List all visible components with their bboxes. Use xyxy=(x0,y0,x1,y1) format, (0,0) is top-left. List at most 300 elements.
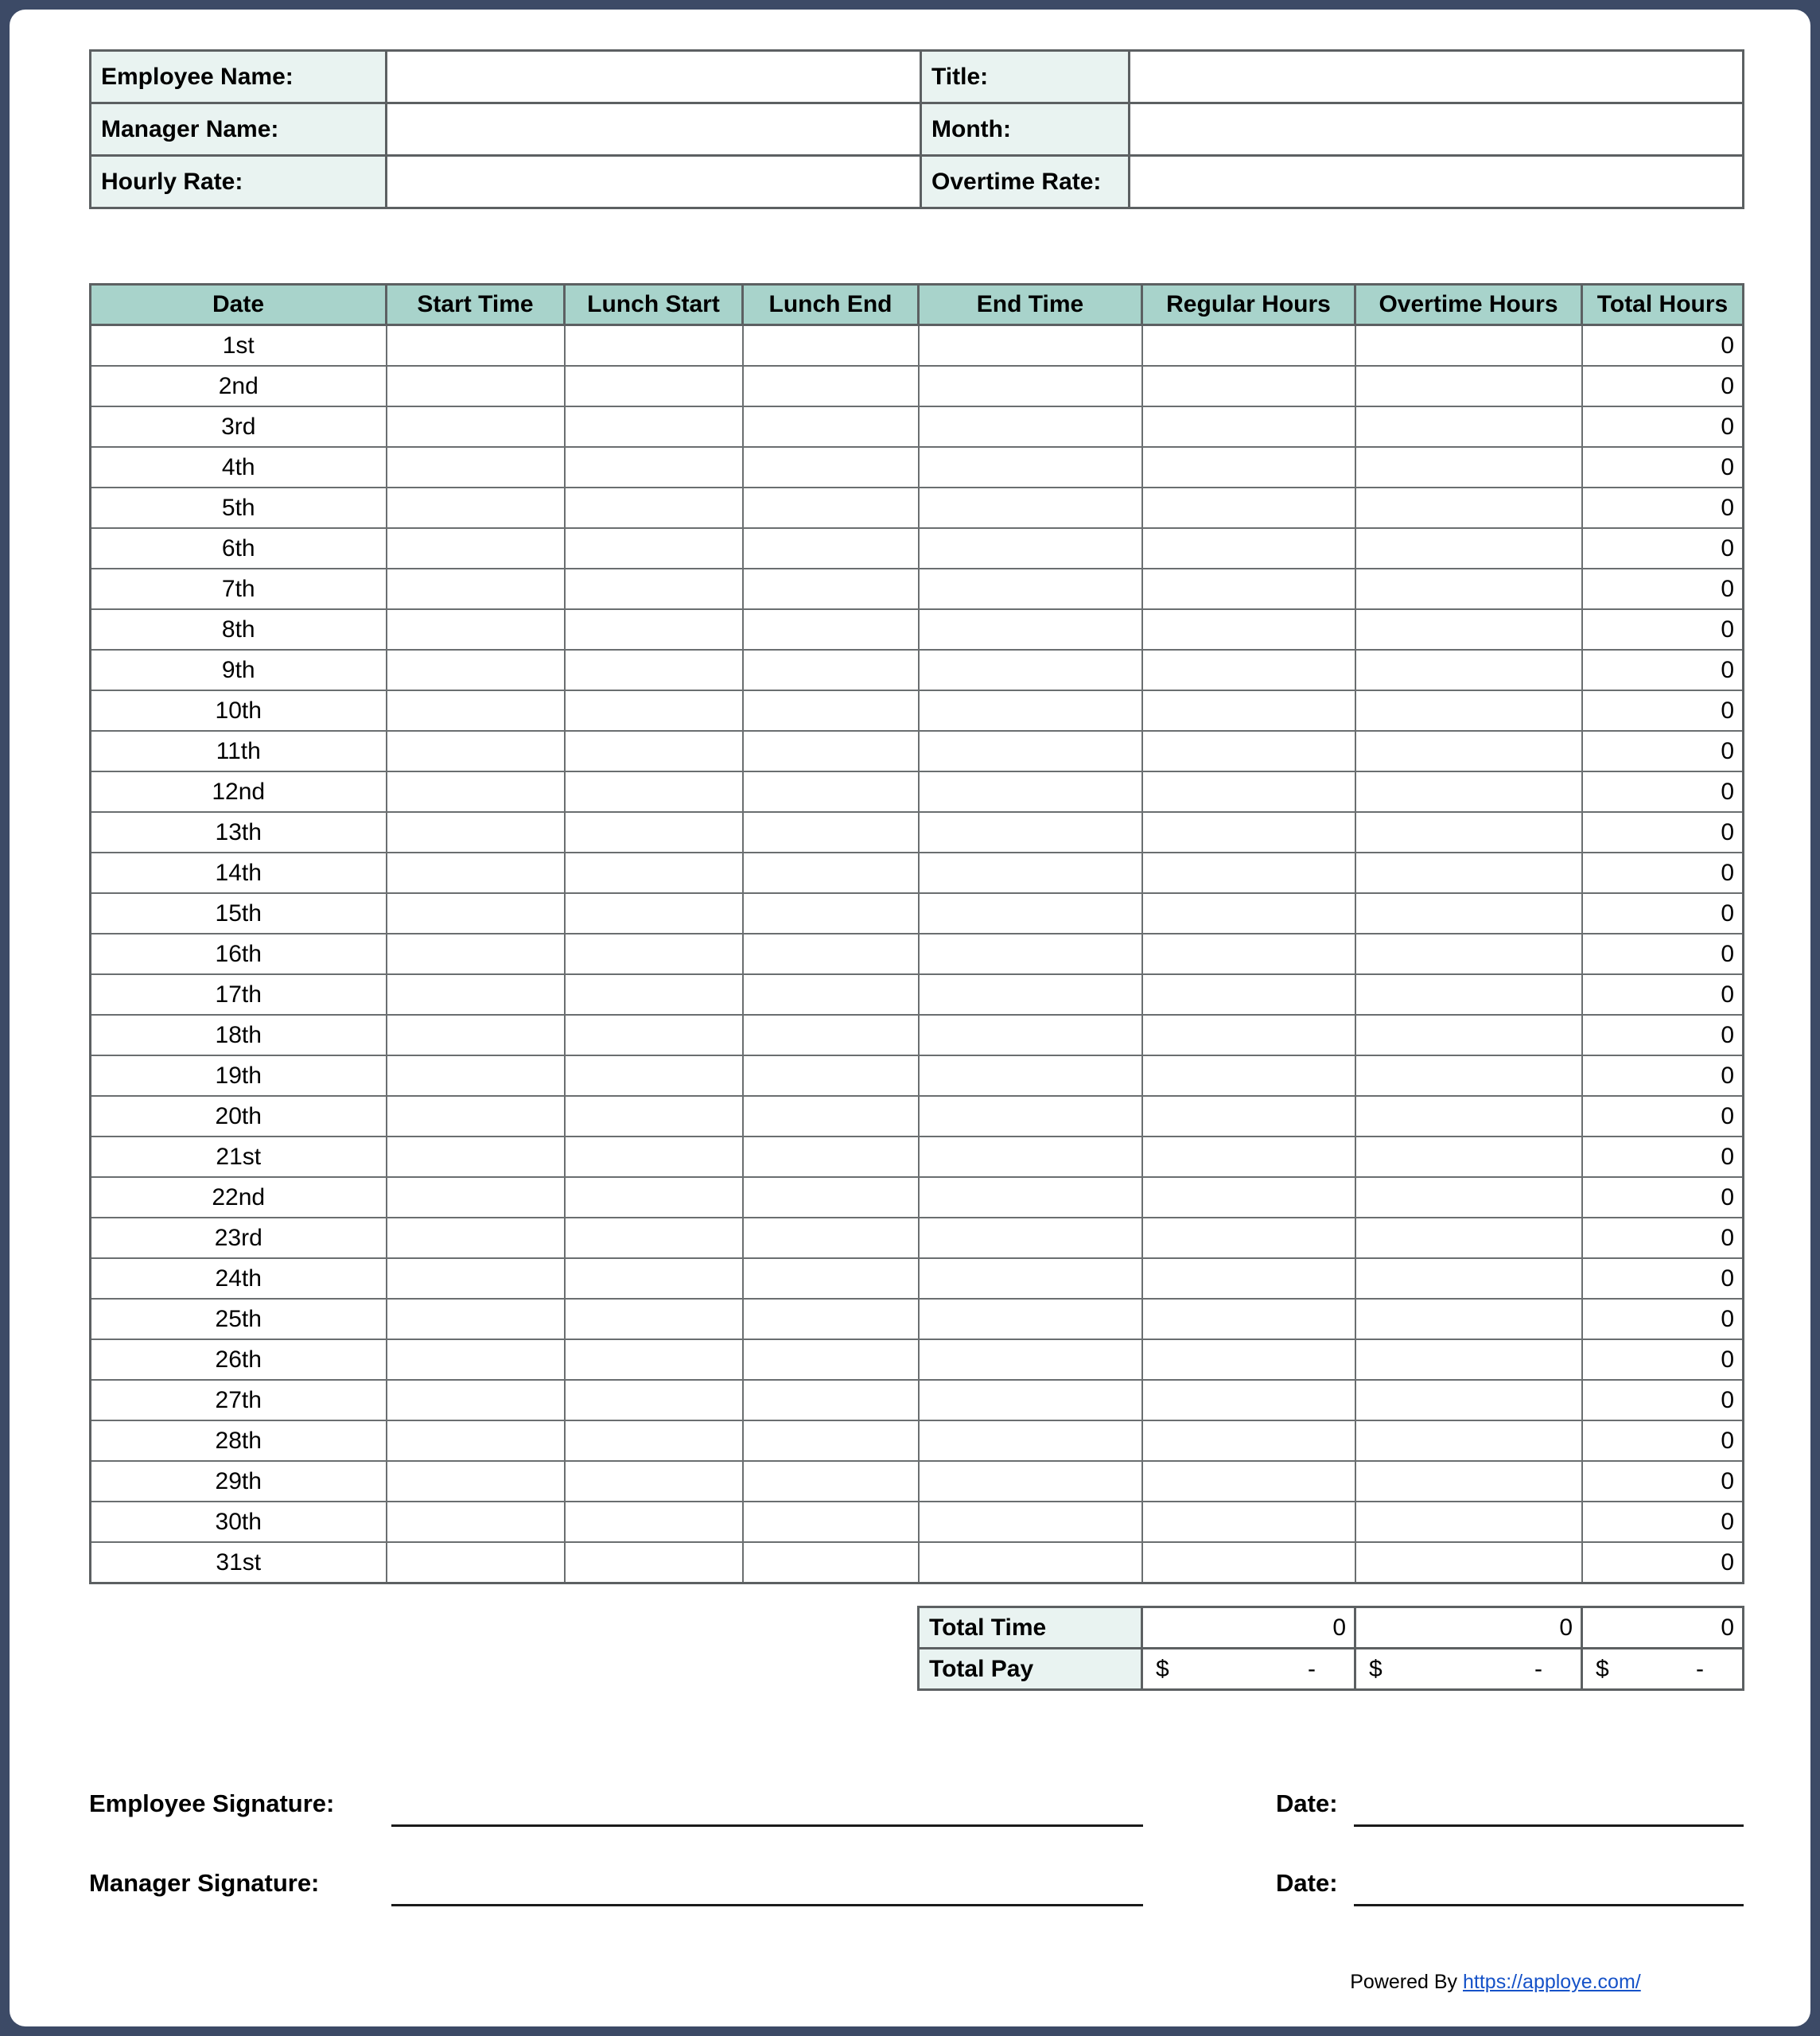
lunch-end-entry-cell[interactable] xyxy=(743,1380,919,1420)
lunch-start-entry-cell[interactable] xyxy=(565,853,743,893)
timesheet-row xyxy=(91,1137,1744,1177)
start-time-entry-cell[interactable] xyxy=(387,1015,565,1055)
overtime-hours-entry-cell[interactable] xyxy=(1355,812,1582,853)
regular-hours-entry-cell[interactable] xyxy=(1142,974,1355,1015)
timesheet-row xyxy=(91,609,1744,650)
timesheet-row xyxy=(91,528,1744,569)
overtime-hours-entry-cell[interactable] xyxy=(1355,1380,1582,1420)
col-header-lunch-start: Lunch Start xyxy=(565,285,743,325)
info-value-field[interactable] xyxy=(1130,51,1744,103)
end-time-entry-cell[interactable] xyxy=(919,1137,1142,1177)
total-hours-cell: 0 xyxy=(1582,1339,1744,1380)
total-hours-cell: 0 xyxy=(1582,1055,1744,1096)
regular-hours-entry-cell[interactable] xyxy=(1142,488,1355,528)
overtime-hours-entry-cell[interactable] xyxy=(1355,1015,1582,1055)
lunch-start-entry-cell[interactable] xyxy=(565,650,743,690)
timesheet-row xyxy=(91,1299,1744,1339)
lunch-end-entry-cell[interactable] xyxy=(743,1096,919,1137)
start-time-entry-cell[interactable] xyxy=(387,366,565,406)
start-time-entry-cell[interactable] xyxy=(387,406,565,447)
employee-signature-line[interactable] xyxy=(391,1824,1143,1827)
end-time-entry-cell[interactable] xyxy=(919,812,1142,853)
regular-hours-entry-cell[interactable] xyxy=(1142,1542,1355,1583)
lunch-start-entry-cell[interactable] xyxy=(565,1137,743,1177)
lunch-end-entry-cell[interactable] xyxy=(743,974,919,1015)
lunch-start-entry-cell[interactable] xyxy=(565,1461,743,1502)
lunch-start-entry-cell[interactable] xyxy=(565,1542,743,1583)
currency-symbol: $ xyxy=(1369,1655,1382,1682)
lunch-start-entry-cell[interactable] xyxy=(565,771,743,812)
timesheet-row xyxy=(91,569,1744,609)
overtime-hours-entry-cell[interactable] xyxy=(1355,609,1582,650)
date-cell: 12nd xyxy=(91,771,387,812)
timesheet-row xyxy=(91,1055,1744,1096)
overtime-hours-entry-cell[interactable] xyxy=(1355,1299,1582,1339)
total-hours-cell: 0 xyxy=(1582,1542,1744,1583)
info-row xyxy=(91,51,1744,103)
date-cell: 18th xyxy=(91,1015,387,1055)
pay-amount: - xyxy=(1534,1655,1542,1682)
date-cell: 23rd xyxy=(91,1218,387,1258)
regular-hours-entry-cell[interactable] xyxy=(1142,447,1355,488)
end-time-entry-cell[interactable] xyxy=(919,569,1142,609)
start-time-entry-cell[interactable] xyxy=(387,771,565,812)
date-cell: 9th xyxy=(91,650,387,690)
total-hours-cell: 0 xyxy=(1582,488,1744,528)
date-cell: 28th xyxy=(91,1420,387,1461)
lunch-end-entry-cell[interactable] xyxy=(743,893,919,934)
lunch-end-entry-cell[interactable] xyxy=(743,406,919,447)
end-time-entry-cell[interactable] xyxy=(919,1502,1142,1542)
overtime-hours-entry-cell[interactable] xyxy=(1355,690,1582,731)
end-time-entry-cell[interactable] xyxy=(919,853,1142,893)
total-pay-regular-cell xyxy=(1142,1649,1355,1690)
overtime-hours-entry-cell[interactable] xyxy=(1355,1258,1582,1299)
end-time-entry-cell[interactable] xyxy=(919,609,1142,650)
regular-hours-entry-cell[interactable] xyxy=(1142,690,1355,731)
lunch-start-entry-cell[interactable] xyxy=(565,447,743,488)
lunch-start-entry-cell[interactable] xyxy=(565,1096,743,1137)
info-value-field[interactable] xyxy=(1130,103,1744,156)
timesheet-row xyxy=(91,406,1744,447)
regular-hours-entry-cell[interactable] xyxy=(1142,406,1355,447)
regular-hours-entry-cell[interactable] xyxy=(1142,1339,1355,1380)
total-hours-cell: 0 xyxy=(1582,366,1744,406)
col-header-total-hours: Total Hours xyxy=(1582,285,1744,325)
total-hours-cell: 0 xyxy=(1582,812,1744,853)
regular-hours-entry-cell[interactable] xyxy=(1142,812,1355,853)
lunch-end-entry-cell[interactable] xyxy=(743,731,919,771)
regular-hours-entry-cell[interactable] xyxy=(1142,853,1355,893)
total-time-label: Total Time xyxy=(919,1607,1142,1649)
lunch-end-entry-cell[interactable] xyxy=(743,1137,919,1177)
lunch-end-entry-cell[interactable] xyxy=(743,1258,919,1299)
total-hours-cell: 0 xyxy=(1582,650,1744,690)
lunch-end-entry-cell[interactable] xyxy=(743,1015,919,1055)
start-time-entry-cell[interactable] xyxy=(387,1218,565,1258)
start-time-entry-cell[interactable] xyxy=(387,447,565,488)
col-header-start-time: Start Time xyxy=(387,285,565,325)
date-cell: 21st xyxy=(91,1137,387,1177)
regular-hours-entry-cell[interactable] xyxy=(1142,771,1355,812)
lunch-end-entry-cell[interactable] xyxy=(743,366,919,406)
end-time-entry-cell[interactable] xyxy=(919,1339,1142,1380)
overtime-hours-entry-cell[interactable] xyxy=(1355,569,1582,609)
lunch-start-entry-cell[interactable] xyxy=(565,1055,743,1096)
overtime-hours-entry-cell[interactable] xyxy=(1355,1055,1582,1096)
regular-hours-entry-cell[interactable] xyxy=(1142,893,1355,934)
timesheet-row xyxy=(91,366,1744,406)
timesheet-row xyxy=(91,447,1744,488)
overtime-hours-entry-cell[interactable] xyxy=(1355,974,1582,1015)
date-cell: 29th xyxy=(91,1461,387,1502)
end-time-entry-cell[interactable] xyxy=(919,366,1142,406)
overtime-hours-entry-cell[interactable] xyxy=(1355,1542,1582,1583)
lunch-end-entry-cell[interactable] xyxy=(743,771,919,812)
total-hours-cell: 0 xyxy=(1582,1258,1744,1299)
end-time-entry-cell[interactable] xyxy=(919,1258,1142,1299)
total-hours-cell: 0 xyxy=(1582,853,1744,893)
total-pay-label: Total Pay xyxy=(919,1649,1142,1690)
regular-hours-entry-cell[interactable] xyxy=(1142,1258,1355,1299)
end-time-entry-cell[interactable] xyxy=(919,406,1142,447)
timesheet-row xyxy=(91,853,1744,893)
lunch-start-entry-cell[interactable] xyxy=(565,1420,743,1461)
lunch-start-entry-cell[interactable] xyxy=(565,812,743,853)
start-time-entry-cell[interactable] xyxy=(387,1299,565,1339)
start-time-entry-cell[interactable] xyxy=(387,1258,565,1299)
col-header-end-time: End Time xyxy=(919,285,1142,325)
pay-amount: - xyxy=(1308,1655,1316,1682)
total-hours-cell: 0 xyxy=(1582,1299,1744,1339)
timesheet-header-row xyxy=(91,285,1744,325)
total-pay-row xyxy=(919,1649,1744,1690)
date-cell: 26th xyxy=(91,1339,387,1380)
lunch-start-entry-cell[interactable] xyxy=(565,609,743,650)
manager-signature-line[interactable] xyxy=(391,1904,1143,1906)
start-time-entry-cell[interactable] xyxy=(387,853,565,893)
timesheet-row xyxy=(91,1015,1744,1055)
info-row xyxy=(91,103,1744,156)
employee-signature-label: Employee Signature: xyxy=(89,1789,335,1817)
lunch-start-entry-cell[interactable] xyxy=(565,528,743,569)
regular-hours-entry-cell[interactable] xyxy=(1142,1420,1355,1461)
lunch-start-entry-cell[interactable] xyxy=(565,934,743,974)
overtime-hours-entry-cell[interactable] xyxy=(1355,1339,1582,1380)
total-hours-cell: 0 xyxy=(1582,447,1744,488)
timesheet-row xyxy=(91,1177,1744,1218)
total-hours-cell: 0 xyxy=(1582,406,1744,447)
timesheet-row xyxy=(91,1380,1744,1420)
regular-hours-entry-cell[interactable] xyxy=(1142,934,1355,974)
timesheet-row xyxy=(91,650,1744,690)
overtime-hours-entry-cell[interactable] xyxy=(1355,771,1582,812)
end-time-entry-cell[interactable] xyxy=(919,1420,1142,1461)
regular-hours-entry-cell[interactable] xyxy=(1142,1299,1355,1339)
lunch-end-entry-cell[interactable] xyxy=(743,690,919,731)
regular-hours-entry-cell[interactable] xyxy=(1142,1502,1355,1542)
end-time-entry-cell[interactable] xyxy=(919,1055,1142,1096)
date-cell: 15th xyxy=(91,893,387,934)
start-time-entry-cell[interactable] xyxy=(387,1137,565,1177)
total-hours-cell: 0 xyxy=(1582,325,1744,367)
total-hours-cell: 0 xyxy=(1582,771,1744,812)
end-time-entry-cell[interactable] xyxy=(919,1177,1142,1218)
info-label: Employee Name: xyxy=(91,51,387,103)
total-hours-cell: 0 xyxy=(1582,569,1744,609)
lunch-end-entry-cell[interactable] xyxy=(743,1218,919,1258)
start-time-entry-cell[interactable] xyxy=(387,690,565,731)
lunch-end-entry-cell[interactable] xyxy=(743,934,919,974)
timesheet-row xyxy=(91,771,1744,812)
date-cell: 7th xyxy=(91,569,387,609)
date-cell: 22nd xyxy=(91,1177,387,1218)
lunch-start-entry-cell[interactable] xyxy=(565,1218,743,1258)
end-time-entry-cell[interactable] xyxy=(919,1380,1142,1420)
date-cell: 4th xyxy=(91,447,387,488)
info-label: Hourly Rate: xyxy=(91,156,387,208)
regular-hours-entry-cell[interactable] xyxy=(1142,650,1355,690)
timesheet-row xyxy=(91,1096,1744,1137)
start-time-entry-cell[interactable] xyxy=(387,934,565,974)
total-hours-cell: 0 xyxy=(1582,1461,1744,1502)
lunch-start-entry-cell[interactable] xyxy=(565,1177,743,1218)
end-time-entry-cell[interactable] xyxy=(919,650,1142,690)
lunch-start-entry-cell[interactable] xyxy=(565,1015,743,1055)
employee-date-line[interactable] xyxy=(1354,1824,1744,1827)
lunch-start-entry-cell[interactable] xyxy=(565,1258,743,1299)
regular-hours-entry-cell[interactable] xyxy=(1142,1177,1355,1218)
lunch-start-entry-cell[interactable] xyxy=(565,1502,743,1542)
employee-date-label: Date: xyxy=(1276,1789,1338,1817)
total-hours-cell: 0 xyxy=(1582,1177,1744,1218)
total-hours-cell: 0 xyxy=(1582,609,1744,650)
lunch-start-entry-cell[interactable] xyxy=(565,488,743,528)
overtime-hours-entry-cell[interactable] xyxy=(1355,731,1582,771)
start-time-entry-cell[interactable] xyxy=(387,569,565,609)
col-header-overtime-hours: Overtime Hours xyxy=(1355,285,1582,325)
overtime-hours-entry-cell[interactable] xyxy=(1355,528,1582,569)
start-time-entry-cell[interactable] xyxy=(387,1096,565,1137)
overtime-hours-entry-cell[interactable] xyxy=(1355,488,1582,528)
lunch-end-entry-cell[interactable] xyxy=(743,1177,919,1218)
footer-powered-by xyxy=(1249,1971,1742,1994)
lunch-start-entry-cell[interactable] xyxy=(565,406,743,447)
lunch-start-entry-cell[interactable] xyxy=(565,366,743,406)
overtime-hours-entry-cell[interactable] xyxy=(1355,853,1582,893)
overtime-hours-entry-cell[interactable] xyxy=(1355,1502,1582,1542)
lunch-start-entry-cell[interactable] xyxy=(565,569,743,609)
overtime-hours-entry-cell[interactable] xyxy=(1355,1461,1582,1502)
start-time-entry-cell[interactable] xyxy=(387,1420,565,1461)
manager-date-label: Date: xyxy=(1276,1869,1338,1897)
timesheet-page xyxy=(10,10,1810,2026)
lunch-end-entry-cell[interactable] xyxy=(743,1502,919,1542)
lunch-end-entry-cell[interactable] xyxy=(743,1461,919,1502)
info-value-field[interactable] xyxy=(387,156,921,208)
manager-date-line[interactable] xyxy=(1354,1904,1744,1906)
end-time-entry-cell[interactable] xyxy=(919,1542,1142,1583)
total-hours-cell: 0 xyxy=(1582,731,1744,771)
lunch-start-entry-cell[interactable] xyxy=(565,731,743,771)
end-time-entry-cell[interactable] xyxy=(919,934,1142,974)
timesheet-row xyxy=(91,1420,1744,1461)
total-hours-cell: 0 xyxy=(1582,893,1744,934)
end-time-entry-cell[interactable] xyxy=(919,1015,1142,1055)
end-time-entry-cell[interactable] xyxy=(919,974,1142,1015)
powered-by-text: Powered By xyxy=(1350,1971,1458,1993)
regular-hours-entry-cell[interactable] xyxy=(1142,1055,1355,1096)
lunch-end-entry-cell[interactable] xyxy=(743,1299,919,1339)
timesheet-row xyxy=(91,934,1744,974)
total-hours-cell: 0 xyxy=(1582,934,1744,974)
regular-hours-entry-cell[interactable] xyxy=(1142,609,1355,650)
date-cell: 8th xyxy=(91,609,387,650)
lunch-end-entry-cell[interactable] xyxy=(743,1420,919,1461)
end-time-entry-cell[interactable] xyxy=(919,893,1142,934)
date-cell: 2nd xyxy=(91,366,387,406)
start-time-entry-cell[interactable] xyxy=(387,1339,565,1380)
lunch-end-entry-cell[interactable] xyxy=(743,528,919,569)
total-regular-hours-value: 0 xyxy=(1142,1607,1355,1649)
lunch-end-entry-cell[interactable] xyxy=(743,569,919,609)
timesheet-row xyxy=(91,1339,1744,1380)
lunch-end-entry-cell[interactable] xyxy=(743,650,919,690)
end-time-entry-cell[interactable] xyxy=(919,771,1142,812)
total-hours-cell: 0 xyxy=(1582,1420,1744,1461)
overtime-hours-entry-cell[interactable] xyxy=(1355,406,1582,447)
end-time-entry-cell[interactable] xyxy=(919,690,1142,731)
timesheet-row xyxy=(91,325,1744,367)
info-label: Overtime Rate: xyxy=(921,156,1130,208)
regular-hours-entry-cell[interactable] xyxy=(1142,1218,1355,1258)
timesheet-row xyxy=(91,690,1744,731)
overtime-hours-entry-cell[interactable] xyxy=(1355,1420,1582,1461)
end-time-entry-cell[interactable] xyxy=(919,488,1142,528)
regular-hours-entry-cell[interactable] xyxy=(1142,1137,1355,1177)
regular-hours-entry-cell[interactable] xyxy=(1142,528,1355,569)
currency-symbol: $ xyxy=(1156,1655,1169,1682)
start-time-entry-cell[interactable] xyxy=(387,1502,565,1542)
start-time-entry-cell[interactable] xyxy=(387,731,565,771)
apploye-link[interactable]: https://apploye.com/ xyxy=(1463,1971,1641,1993)
date-cell: 6th xyxy=(91,528,387,569)
lunch-end-entry-cell[interactable] xyxy=(743,1055,919,1096)
timesheet-row xyxy=(91,1461,1744,1502)
lunch-start-entry-cell[interactable] xyxy=(565,893,743,934)
lunch-end-entry-cell[interactable] xyxy=(743,1542,919,1583)
start-time-entry-cell[interactable] xyxy=(387,609,565,650)
info-value-field[interactable] xyxy=(387,103,921,156)
info-value-field[interactable] xyxy=(1130,156,1744,208)
start-time-entry-cell[interactable] xyxy=(387,1380,565,1420)
start-time-entry-cell[interactable] xyxy=(387,812,565,853)
start-time-entry-cell[interactable] xyxy=(387,1461,565,1502)
total-overtime-hours-value: 0 xyxy=(1355,1607,1582,1649)
date-cell: 20th xyxy=(91,1096,387,1137)
lunch-end-entry-cell[interactable] xyxy=(743,853,919,893)
overtime-hours-entry-cell[interactable] xyxy=(1355,934,1582,974)
regular-hours-entry-cell[interactable] xyxy=(1142,1380,1355,1420)
regular-hours-entry-cell[interactable] xyxy=(1142,366,1355,406)
overtime-hours-entry-cell[interactable] xyxy=(1355,1096,1582,1137)
total-hours-cell: 0 xyxy=(1582,1380,1744,1420)
end-time-entry-cell[interactable] xyxy=(919,528,1142,569)
lunch-end-entry-cell[interactable] xyxy=(743,447,919,488)
end-time-entry-cell[interactable] xyxy=(919,1096,1142,1137)
total-hours-cell: 0 xyxy=(1582,974,1744,1015)
start-time-entry-cell[interactable] xyxy=(387,1542,565,1583)
total-hours-cell: 0 xyxy=(1582,1137,1744,1177)
date-cell: 14th xyxy=(91,853,387,893)
regular-hours-entry-cell[interactable] xyxy=(1142,569,1355,609)
lunch-start-entry-cell[interactable] xyxy=(565,1299,743,1339)
regular-hours-entry-cell[interactable] xyxy=(1142,1015,1355,1055)
lunch-start-entry-cell[interactable] xyxy=(565,690,743,731)
lunch-start-entry-cell[interactable] xyxy=(565,325,743,367)
end-time-entry-cell[interactable] xyxy=(919,325,1142,367)
lunch-start-entry-cell[interactable] xyxy=(565,974,743,1015)
start-time-entry-cell[interactable] xyxy=(387,893,565,934)
start-time-entry-cell[interactable] xyxy=(387,974,565,1015)
regular-hours-entry-cell[interactable] xyxy=(1142,1096,1355,1137)
date-cell: 10th xyxy=(91,690,387,731)
total-pay-overtime-cell xyxy=(1355,1649,1582,1690)
timesheet-row xyxy=(91,893,1744,934)
lunch-end-entry-cell[interactable] xyxy=(743,325,919,367)
timesheet-row xyxy=(91,1542,1744,1583)
end-time-entry-cell[interactable] xyxy=(919,731,1142,771)
end-time-entry-cell[interactable] xyxy=(919,1218,1142,1258)
timesheet-row xyxy=(91,1258,1744,1299)
regular-hours-entry-cell[interactable] xyxy=(1142,325,1355,367)
end-time-entry-cell[interactable] xyxy=(919,447,1142,488)
timesheet-row xyxy=(91,974,1744,1015)
total-hours-cell: 0 xyxy=(1582,1502,1744,1542)
info-value-field[interactable] xyxy=(387,51,921,103)
lunch-start-entry-cell[interactable] xyxy=(565,1339,743,1380)
start-time-entry-cell[interactable] xyxy=(387,488,565,528)
end-time-entry-cell[interactable] xyxy=(919,1461,1142,1502)
start-time-entry-cell[interactable] xyxy=(387,1055,565,1096)
overtime-hours-entry-cell[interactable] xyxy=(1355,366,1582,406)
overtime-hours-entry-cell[interactable] xyxy=(1355,893,1582,934)
lunch-start-entry-cell[interactable] xyxy=(565,1380,743,1420)
timesheet-row xyxy=(91,1502,1744,1542)
overtime-hours-entry-cell[interactable] xyxy=(1355,650,1582,690)
date-cell: 3rd xyxy=(91,406,387,447)
regular-hours-entry-cell[interactable] xyxy=(1142,1461,1355,1502)
overtime-hours-entry-cell[interactable] xyxy=(1355,1177,1582,1218)
lunch-end-entry-cell[interactable] xyxy=(743,1339,919,1380)
timesheet-row xyxy=(91,812,1744,853)
start-time-entry-cell[interactable] xyxy=(387,325,565,367)
overtime-hours-entry-cell[interactable] xyxy=(1355,447,1582,488)
overtime-hours-entry-cell[interactable] xyxy=(1355,325,1582,367)
lunch-end-entry-cell[interactable] xyxy=(743,488,919,528)
overtime-hours-entry-cell[interactable] xyxy=(1355,1218,1582,1258)
totals-table xyxy=(917,1606,1744,1691)
start-time-entry-cell[interactable] xyxy=(387,650,565,690)
start-time-entry-cell[interactable] xyxy=(387,528,565,569)
start-time-entry-cell[interactable] xyxy=(387,1177,565,1218)
regular-hours-entry-cell[interactable] xyxy=(1142,731,1355,771)
lunch-end-entry-cell[interactable] xyxy=(743,609,919,650)
overtime-hours-entry-cell[interactable] xyxy=(1355,1137,1582,1177)
date-cell: 27th xyxy=(91,1380,387,1420)
end-time-entry-cell[interactable] xyxy=(919,1299,1142,1339)
lunch-end-entry-cell[interactable] xyxy=(743,812,919,853)
